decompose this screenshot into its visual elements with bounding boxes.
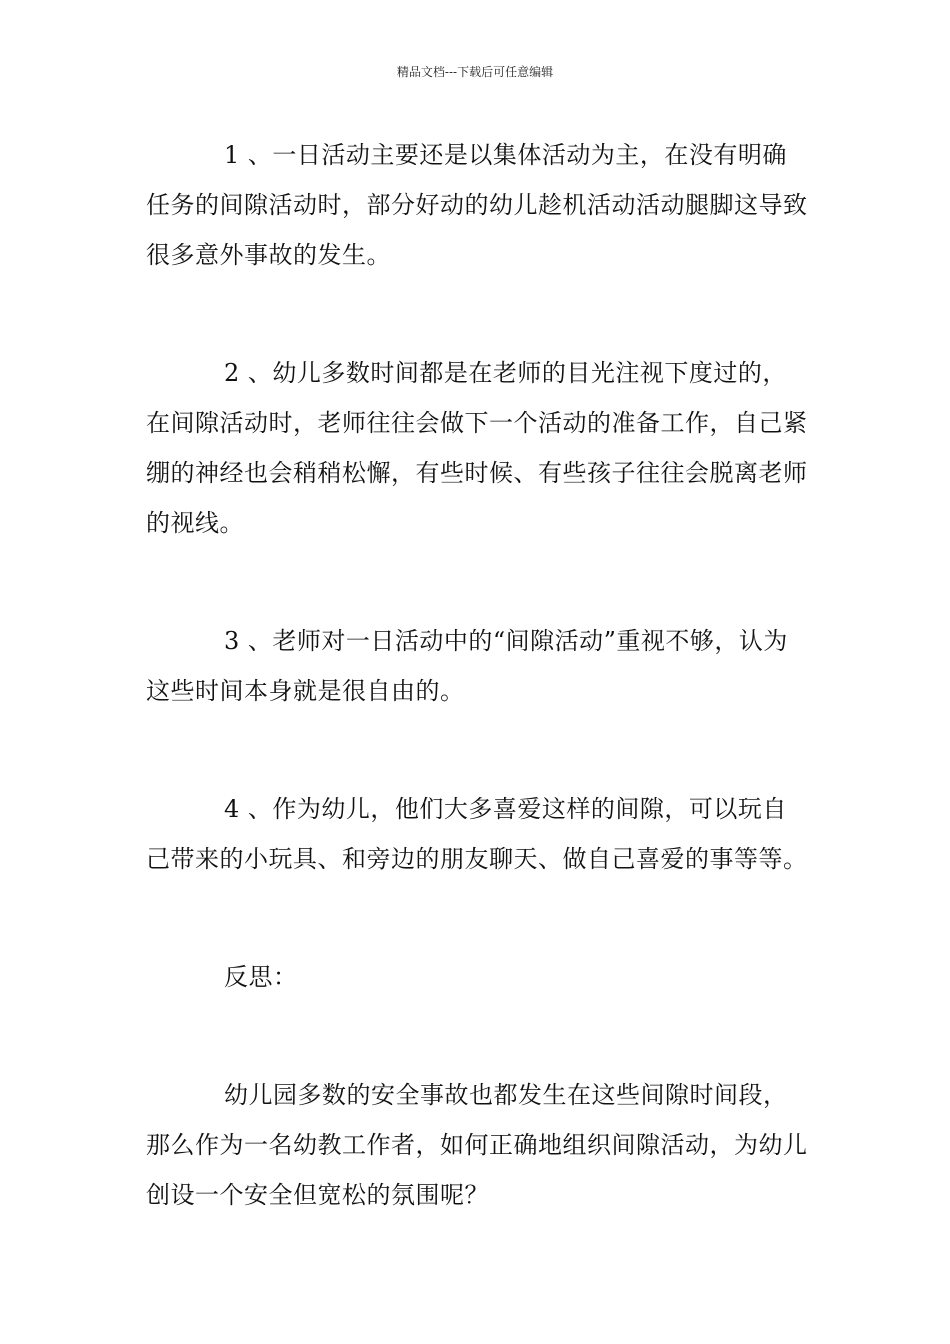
reflection-paragraph: 幼儿园多数的安全事故也都发生在这些间隙时间段，那么作为一名幼教工作者，如何正确地组织间隙活动，为幼儿创设一个安全但宽松的氛围呢？ <box>146 1081 808 1209</box>
reflection-heading: 反思： <box>224 963 298 991</box>
page-header: 精品文档---下载后可任意编辑 <box>396 65 554 79</box>
document-body <box>146 130 808 1220</box>
paragraph-point-2: 2 、幼儿多数时间都是在老师的目光注视下度过的，在间隙活动时，老师往往会做下一个活动的准备工作，自己紧绷的神经也会稍稍松懈，有些时候、有些孩子往往会脱离老师的视线。 <box>146 359 808 537</box>
paragraph-point-1: 1 、一日活动主要还是以集体活动为主，在没有明确任务的间隙活动时，部分好动的幼儿趁机活动活动腿脚这导致很多意外事故的发生。 <box>146 141 808 269</box>
paragraph-point-4: 4 、作为幼儿，他们大多喜爱这样的间隙，可以玩自己带来的小玩具、和旁边的朋友聊天、做自己喜爱的事等等。 <box>146 795 808 873</box>
paragraph-point-3: 3 、老师对一日活动中的“间隙活动”重视不够，认为这些时间本身就是很自由的。 <box>146 627 788 705</box>
